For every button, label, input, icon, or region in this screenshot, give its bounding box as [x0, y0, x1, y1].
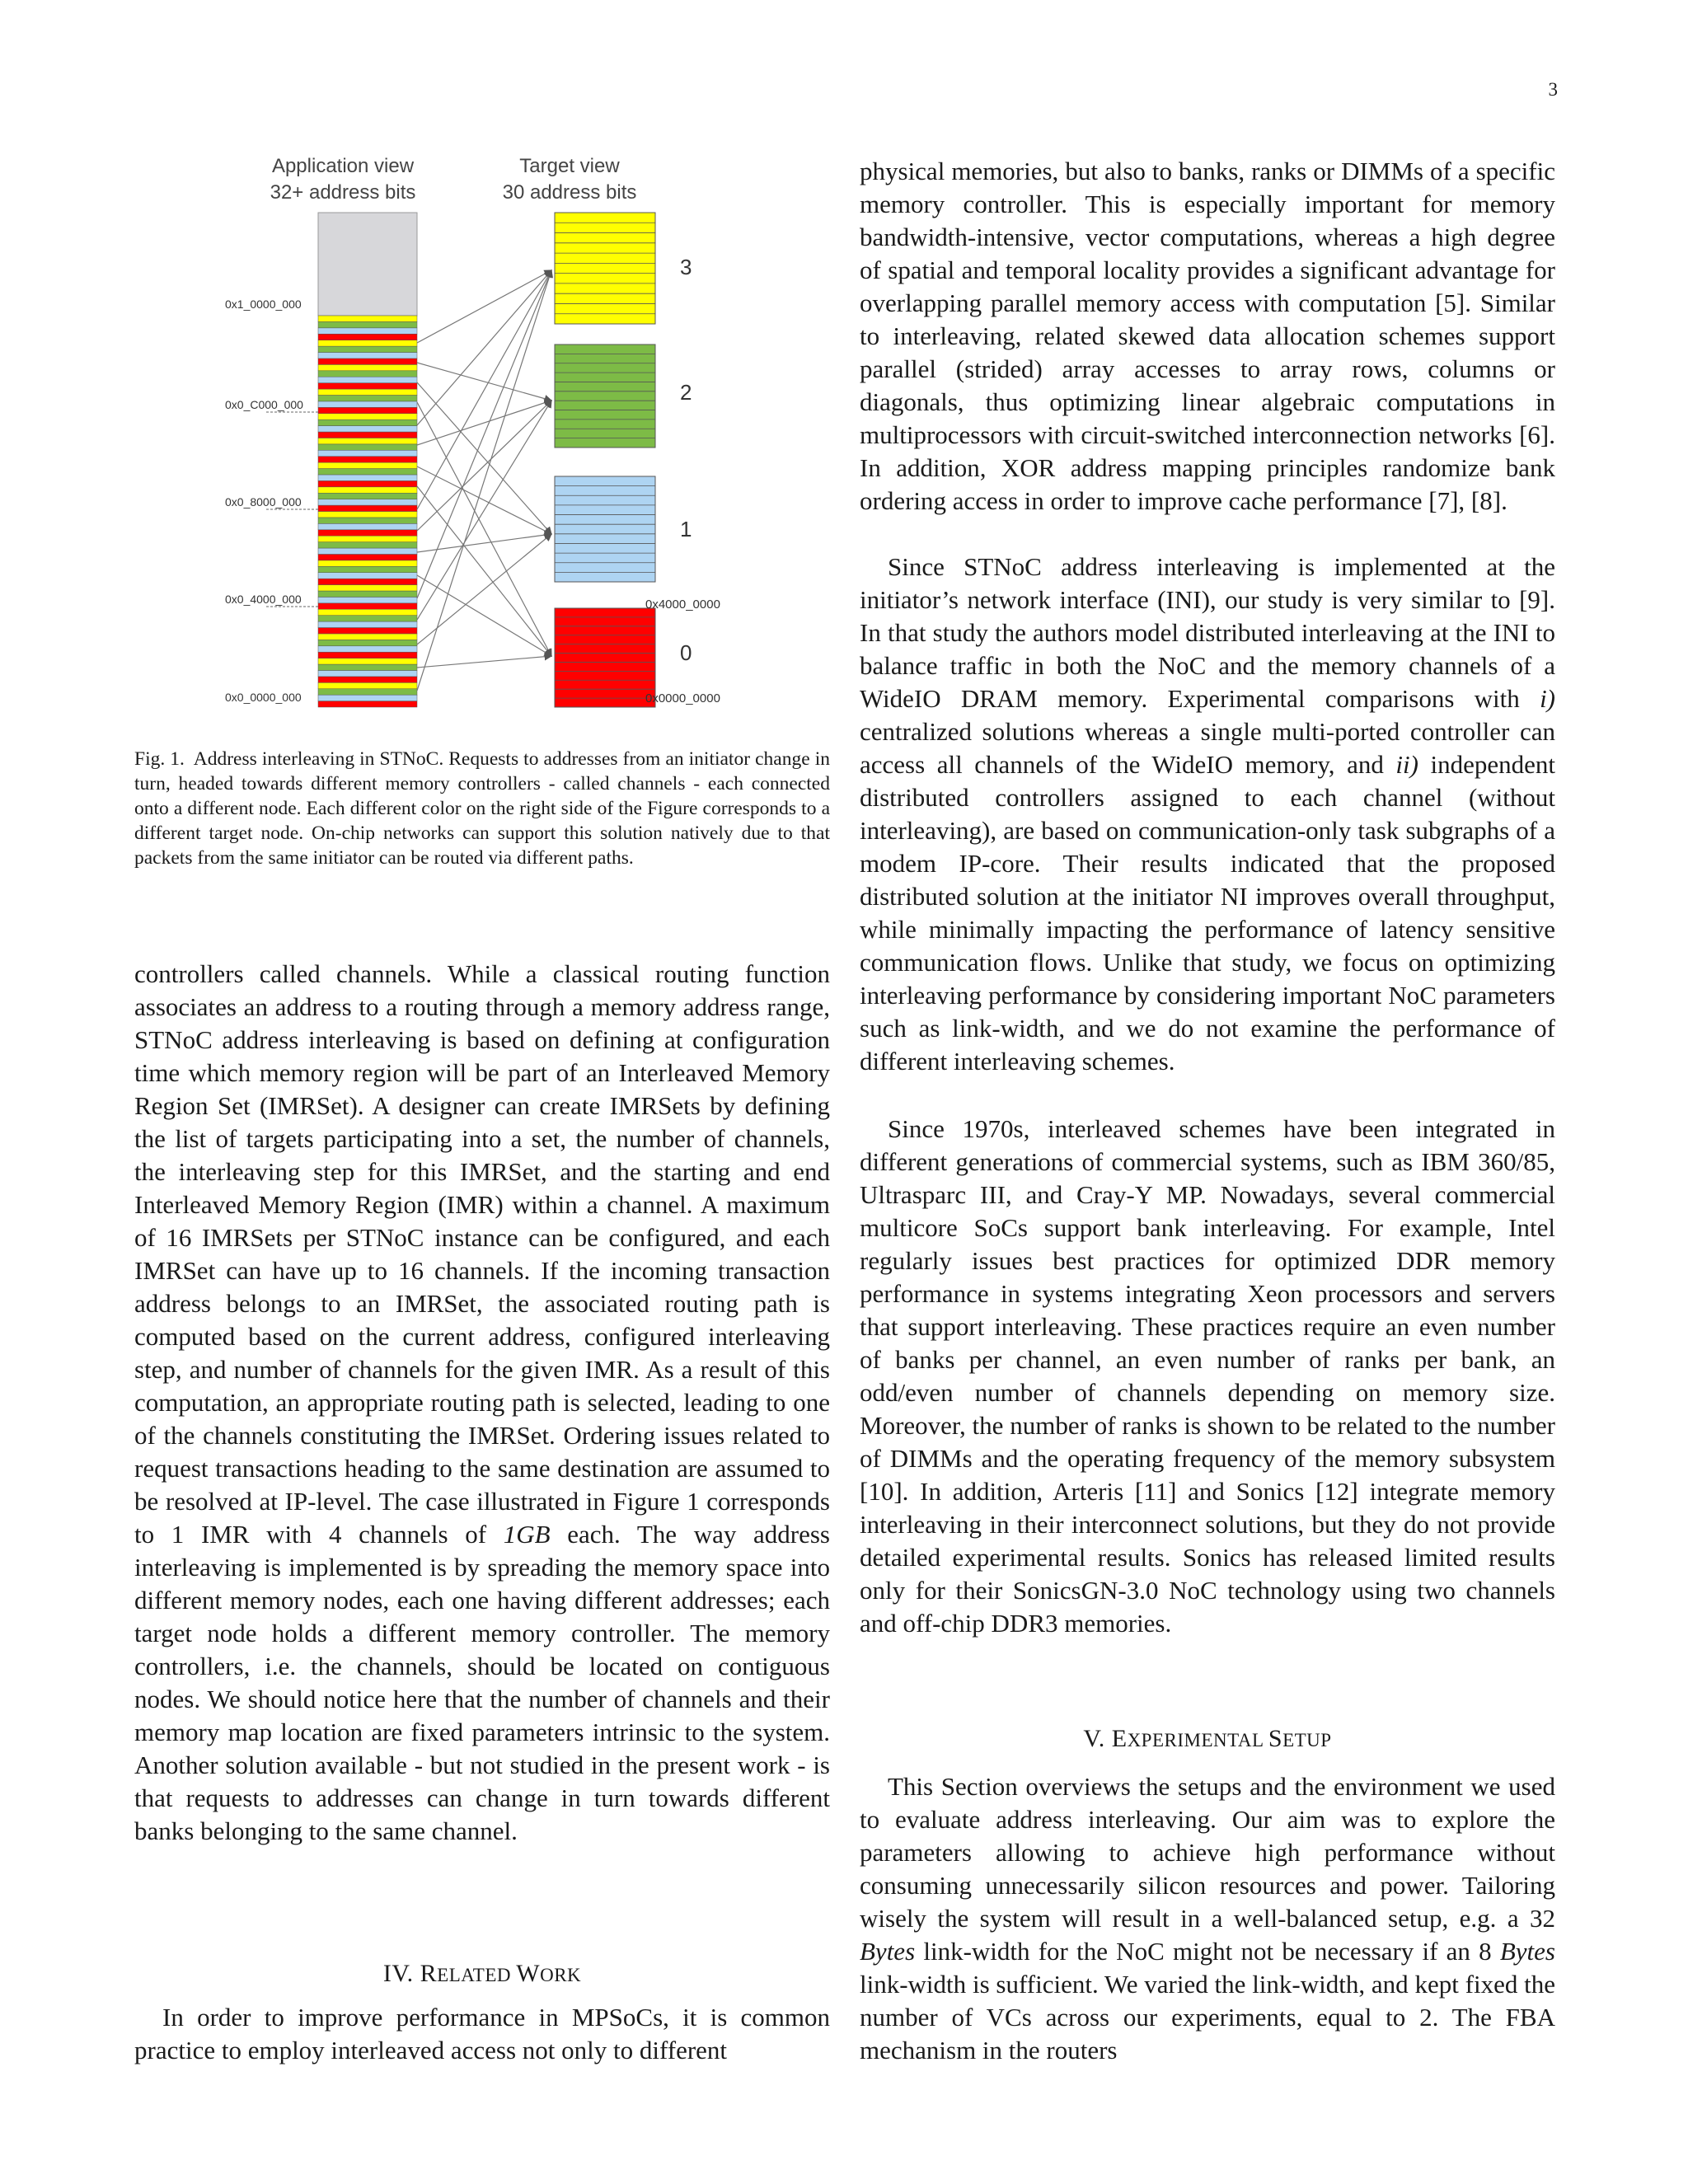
- arrow-to-channel-1: [417, 466, 551, 534]
- stripe-channel-0: [318, 407, 417, 413]
- upper-memory-region: [318, 213, 417, 316]
- right-paragraph-4: This Section overviews the setups and the environment we used to evaluate address interleaving. Our aim was to explore the parameters allowing to achieve high performance without consuming unnecessarily silicon resources and power. Tailoring wisely the system will result in a well-balanced setup, e.g. a 32 Bytes link-width for the NoC might not be necessary if an 8 Bytes link-width is sufficient. We varied the link-width, and kept fixed the number of VCs across our experiments, equal to 2. The FBA mechanism in the routers: [860, 1772, 1555, 2064]
- right-paragraph-1: physical memories, but also to banks, ranks or DIMMs of a specific memory controller. This is especially important for memory bandwidth-intensive, vector computations, whereas a high degree of spatial and temporal locality provides a significant advantage for overlapping parallel memory access with computation [5]. Similar to interleaving, related skewed data allocation schemes support parallel (strided) array accesses to array rows, columns or diagonals, thus optimizing linear algebraic computations in multiprocessors with circuit-switched interconnection networks [6]. In addition, XOR address mapping principles randomize bank ordering access in order to improve cache performance [7], [8].: [860, 157, 1555, 515]
- target-block-1: [555, 476, 655, 582]
- target-address-bottom: 0x0000_0000: [645, 691, 720, 705]
- stripe-channel-1: [318, 621, 417, 627]
- stripe-channel-1: [318, 597, 417, 602]
- stripe-channel-3: [318, 536, 417, 541]
- stripe-channel-1: [318, 328, 417, 334]
- stripe-channel-3: [318, 438, 417, 443]
- stripe-channel-2: [318, 444, 417, 450]
- stripe-channel-3: [318, 389, 417, 395]
- address-label-3: 0x0_8000_000: [225, 495, 302, 509]
- app-view-title: Application view: [271, 155, 415, 177]
- stripe-channel-2: [318, 689, 417, 695]
- stripe-channel-2: [318, 664, 417, 670]
- stripe-channel-1: [318, 548, 417, 554]
- stripe-channel-1: [318, 426, 417, 432]
- stripe-channel-1: [318, 573, 417, 579]
- stripe-channel-2: [318, 493, 417, 499]
- section-heading-experimental-setup: V. EXPERIMENTAL SETUP: [1083, 1725, 1332, 1752]
- stripe-channel-0: [318, 505, 417, 511]
- stripe-channel-3: [318, 634, 417, 640]
- section-heading-related-work: IV. RELATED WORK: [382, 1960, 582, 1987]
- application-view-stripes: [318, 316, 417, 707]
- stripe-channel-2: [318, 591, 417, 597]
- stripe-channel-0: [318, 628, 417, 634]
- figure-caption: [134, 747, 830, 870]
- channel-label-1: 1: [680, 517, 692, 541]
- stripe-channel-3: [318, 682, 417, 688]
- stripe-channel-2: [318, 419, 417, 425]
- stripe-channel-0: [318, 457, 417, 462]
- target-view-subtitle: 30 address bits: [502, 181, 637, 204]
- stripe-channel-1: [318, 523, 417, 529]
- stripe-channel-3: [318, 487, 417, 493]
- figure-address-interleaving: [225, 147, 884, 724]
- stripe-channel-1: [318, 670, 417, 676]
- stripe-channel-3: [318, 316, 417, 321]
- arrow-to-channel-2: [417, 401, 551, 445]
- stripe-channel-3: [318, 462, 417, 468]
- stripe-channel-0: [318, 359, 417, 364]
- stripe-channel-0: [318, 383, 417, 389]
- target-address-top: 0x4000_0000: [645, 598, 720, 612]
- stripe-channel-2: [318, 640, 417, 645]
- stripe-channel-0: [318, 652, 417, 658]
- arrow-to-channel-3: [417, 270, 551, 691]
- stripe-channel-2: [318, 346, 417, 352]
- stripe-channel-0: [318, 603, 417, 609]
- stripe-channel-0: [318, 334, 417, 340]
- stripe-channel-3: [318, 658, 417, 664]
- stripe-channel-0: [318, 432, 417, 438]
- target-block-3: [555, 213, 655, 324]
- stripe-channel-3: [318, 512, 417, 518]
- address-label-2: 0x0_C000_000: [225, 398, 303, 411]
- arrow-to-channel-2: [417, 363, 551, 401]
- address-label-5: 0x0_0000_000: [225, 691, 302, 704]
- caption-label: Fig. 1.: [134, 748, 185, 770]
- target-block-2: [555, 344, 655, 448]
- target-block-0: [555, 608, 655, 707]
- stripe-channel-2: [318, 616, 417, 621]
- stripe-channel-2: [318, 395, 417, 401]
- stripe-channel-0: [318, 554, 417, 560]
- stripe-channel-1: [318, 475, 417, 480]
- stripe-channel-2: [318, 566, 417, 572]
- stripe-channel-3: [318, 609, 417, 615]
- page-number: 3: [1548, 79, 1558, 100]
- math-1gb: 1GB: [503, 1520, 551, 1549]
- stripe-channel-1: [318, 646, 417, 652]
- stripe-channel-3: [318, 364, 417, 370]
- arrow-to-channel-0: [417, 402, 551, 656]
- stripe-channel-0: [318, 701, 417, 707]
- stripe-channel-1: [318, 450, 417, 456]
- channel-label-3: 3: [680, 255, 692, 279]
- stripe-channel-1: [318, 695, 417, 701]
- arrow-to-channel-3: [417, 270, 551, 425]
- stripe-channel-2: [318, 518, 417, 523]
- stripe-channel-2: [318, 321, 417, 327]
- stripe-channel-2: [318, 371, 417, 377]
- stripe-channel-1: [318, 401, 417, 407]
- stripe-channel-0: [318, 530, 417, 536]
- caption-text: Address interleaving in STNoC. Requests to addresses from an initiator change in turn, headed towards different memory controllers - called channels - each connected onto a different node. Each different color on the right side of the Figure corresponds to a different target node. On-chip networks can support this solution natively due to that packets from the same initiator can be routed via different paths.: [134, 748, 830, 869]
- arrow-to-channel-0: [417, 656, 551, 668]
- stripe-channel-3: [318, 340, 417, 346]
- stripe-channel-1: [318, 353, 417, 359]
- stripe-channel-1: [318, 499, 417, 505]
- app-view-subtitle: 32+ address bits: [270, 181, 416, 204]
- target-view-channels: [555, 213, 655, 707]
- interleaving-arrows: [417, 270, 551, 691]
- stripe-channel-0: [318, 677, 417, 682]
- channel-label-0: 0: [680, 640, 692, 665]
- stripe-channel-3: [318, 414, 417, 419]
- stripe-channel-3: [318, 585, 417, 591]
- address-label-4: 0x0_4000_000: [225, 593, 302, 606]
- left-paragraph-1: controllers called channels. While a classical routing function associates an address to a routing through a memory address range, STNoC address interleaving is based on defining at configuration time which memory region will be part of an Interleaved Memory Region Set (IMRSet). A designer can create IMRSets by defining the list of targets participating into a set, the number of channels, the interleaving step for this IMRSet, and the starting and end Interleaved Memory Region (IMR) within a channel. A maximum of 16 IMRSets per STNoC instance can be configured, and each IMRSet can have up to 16 channels. If the incoming transaction address belongs to an IMRSet, the associated routing path is computed based on the current address, configured interleaving step, and number of channels for the given IMR. As a result of this computation, an appropriate routing path is selected, leading to one of the channels constituting the IMRSet. Ordering issues related to request transactions heading to the same destination are assumed to be resolved at IP-level. The case illustrated in Figure 1 corresponds to 1 IMR with 4 channels of 1GB each. The way address interleaving is implemented is by spreading the memory space into different memory nodes, each one having different addresses; each target node holds a different memory controller. The memory controllers, i.e. the channels, should be located on contiguous nodes. We should notice here that the number of channels and their memory map location are fixed parameters intrinsic to the system. Another solution available - but not studied in the present work - is that requests to addresses can change in turn towards different banks belonging to the same channel.: [134, 959, 831, 1845]
- stripe-channel-3: [318, 560, 417, 566]
- stripe-channel-2: [318, 469, 417, 475]
- right-paragraph-3: Since 1970s, interleaved schemes have been integrated in different generations of commercial systems, such as IBM 360/85, Ultrasparc III, and Cray-Y MP. Nowadays, several commercial multicore SoCs support bank interleaving. For example, Intel regularly issues best practices for optimized DDR memory performance in systems integrating Xeon processors and servers that support interleaving. These practices require an even number of banks per channel, an even number of ranks per bank, an odd/even number of channels depending on memory size. Moreover, the number of ranks is shown to be related to the number of DIMMs and the operating frequency of the memory subsystem [10]. In addition, Arteris [11] and Sonics [12] integrate memory interleaving in their interconnect solutions, but they do not provide detailed experimental results. Sonics has released limited results only for their SonicsGN-3.0 NoC technology using two channels and off-chip DDR3 memories.: [860, 1114, 1555, 1638]
- left-paragraph-2: In order to improve performance in MPSoCs, it is common practice to employ interleaved access not only to different: [134, 2003, 830, 2064]
- stripe-channel-1: [318, 377, 417, 382]
- stripe-channel-2: [318, 542, 417, 548]
- channel-label-2: 2: [680, 380, 692, 405]
- stripe-channel-0: [318, 480, 417, 486]
- stripe-channel-0: [318, 579, 417, 584]
- target-view-title: Target view: [519, 155, 620, 177]
- upper-region: [318, 213, 417, 316]
- address-label-1: 0x1_0000_000: [225, 298, 302, 311]
- right-paragraph-2: Since STNoC address interleaving is implemented at the initiator’s network interface (INI), our study is very similar to [9]. In that study the authors model distributed interleaving at the INI to balance traffic in both the NoC and the memory channels of a WideIO DRAM memory. Experimental comparisons with i) centralized solutions whereas a single multi-ported controller can access all channels of the WideIO memory, and ii) independent distributed controllers assigned to each channel (without interleaving), are based on communication-only task subgraphs of a modem IP-core. Their results indicated that the proposed distributed solution at the initiator NI improves overall throughput, while minimally impacting the performance of latency sensitive communication flows. Unlike that study, we focus on optimizing interleaving performance by considering important NoC parameters such as link-width, and we do not examine the performance of different interleaving schemes.: [860, 552, 1555, 1076]
